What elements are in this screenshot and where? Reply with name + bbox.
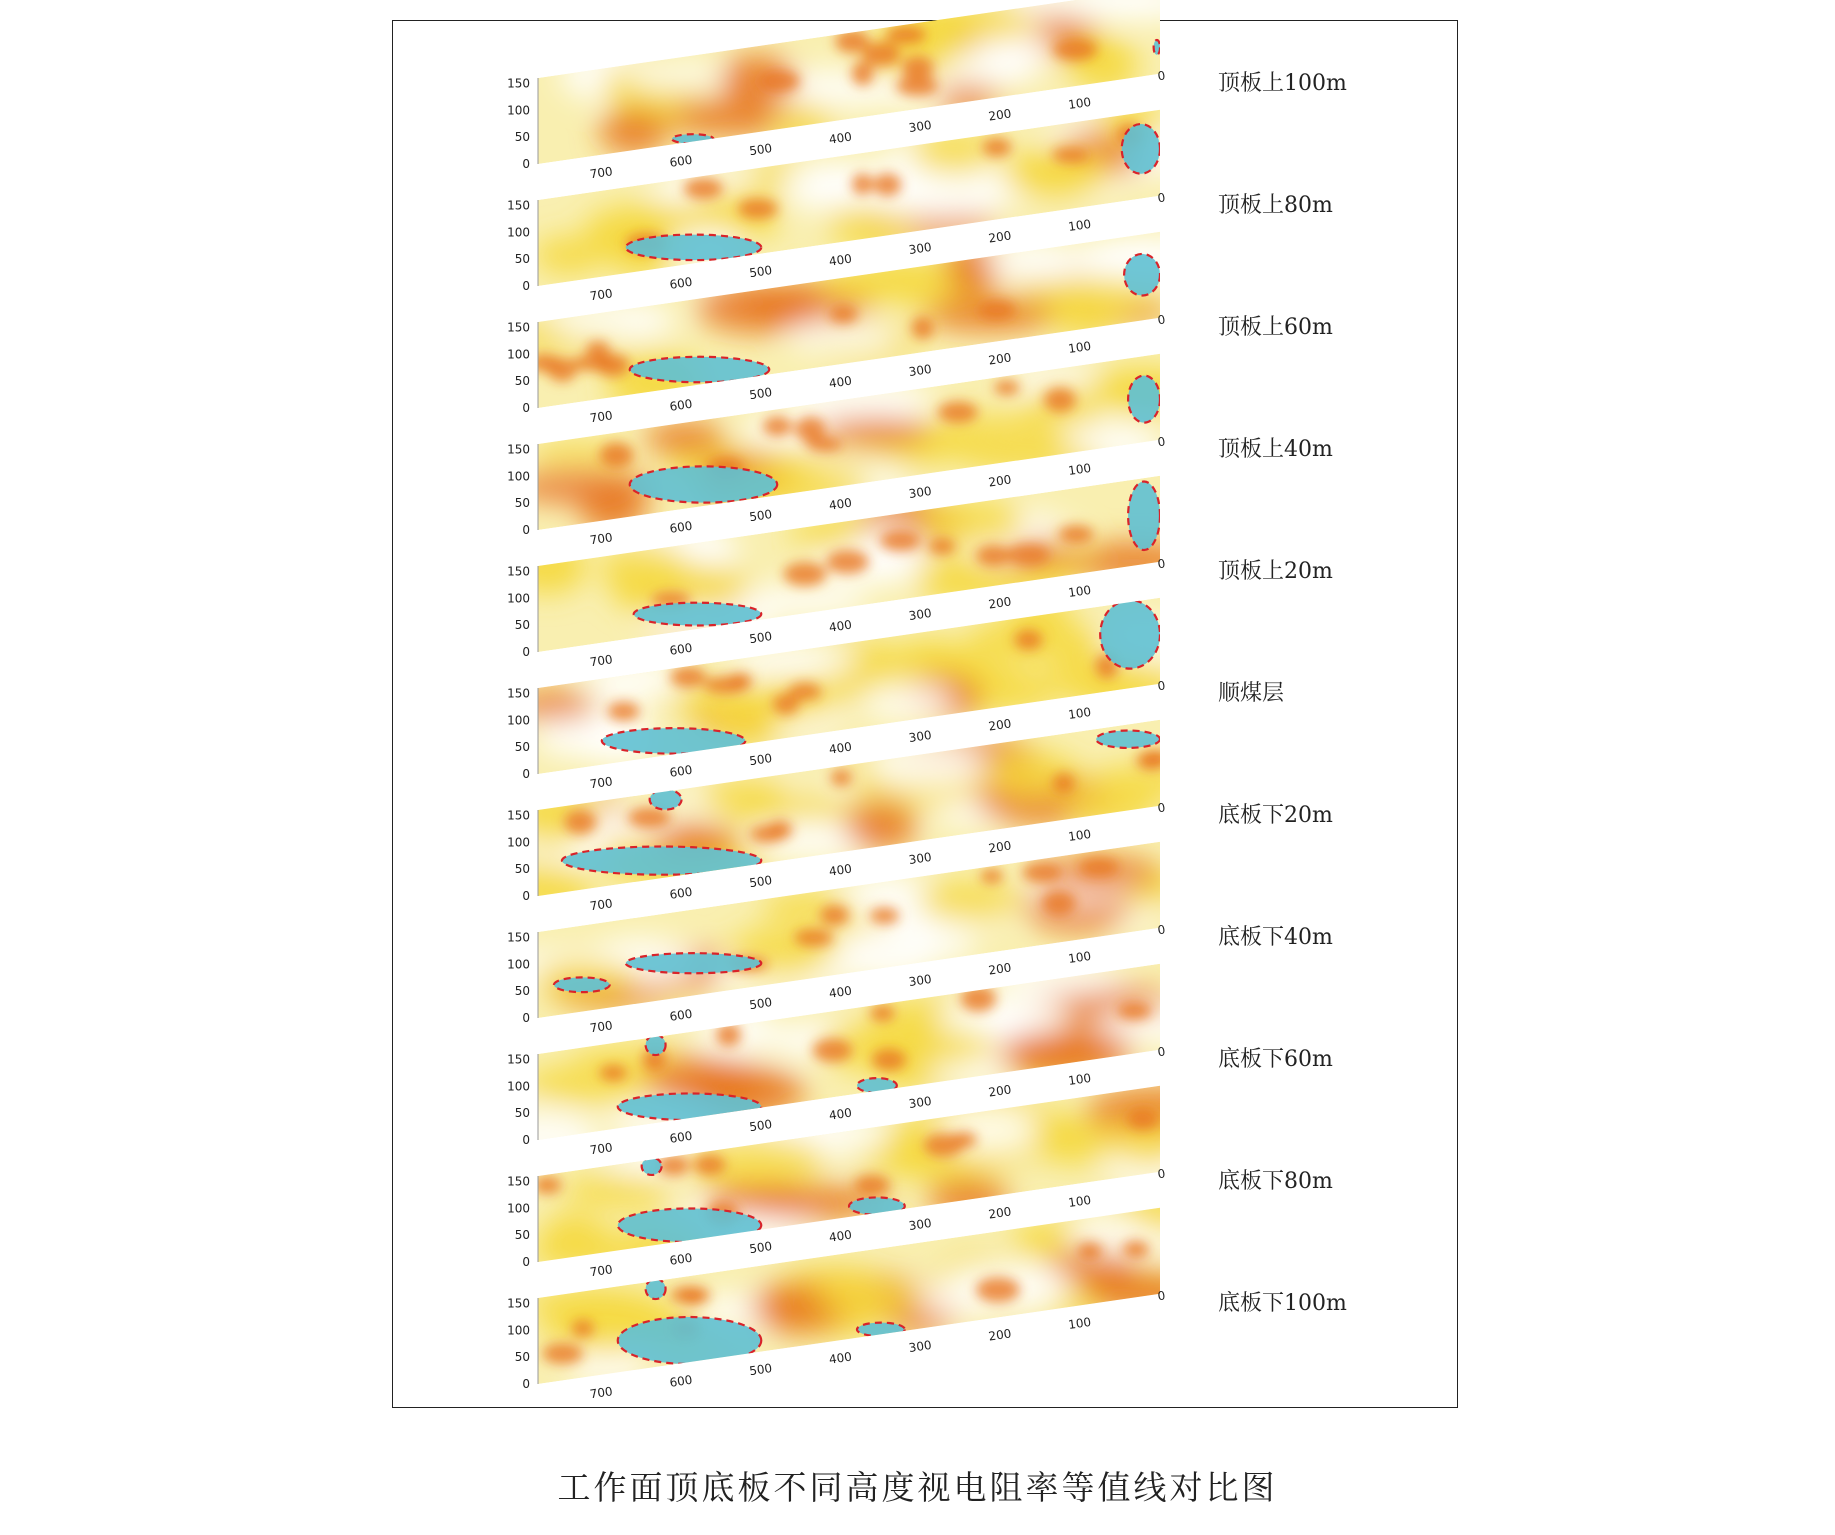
y-tick-label: 150 [507,1174,530,1189]
figure-caption: 工作面顶底板不同高度视电阻率等值线对比图 [557,1468,1278,1507]
x-tick-label: 200 [987,1326,1013,1344]
y-tick-label: 50 [514,618,530,633]
y-tick-label: 0 [522,767,530,781]
x-tick-label: 300 [907,605,933,624]
y-tick-label: 0 [522,889,530,903]
x-tick-label: 100 [1067,94,1093,112]
y-tick-label: 100 [507,103,530,118]
y-tick-label: 100 [507,1323,530,1338]
x-tick-label: 400 [828,861,853,879]
y-tick-label: 150 [507,686,530,701]
x-tick-label: 100 [1067,826,1093,844]
x-tick-label: 500 [748,141,774,159]
panel-label: 底板下60m [1218,1047,1333,1072]
x-tick-label: 600 [668,518,694,536]
x-tick-label: 700 [588,774,614,792]
panel-label: 顶板上20m [1218,559,1333,584]
x-tick-label: 300 [907,971,933,990]
x-tick-label: 400 [828,617,853,635]
x-tick-label: 0 [1156,312,1167,328]
x-tick-label: 300 [907,1215,933,1234]
y-tick-label: 0 [522,1255,530,1269]
x-tick-label: 200 [987,350,1013,368]
y-tick-label: 0 [522,1011,530,1025]
x-tick-label: 300 [907,361,933,380]
y-tick-label: 150 [507,442,530,457]
x-tick-label: 300 [907,1337,933,1356]
panel-label: 底板下100m [1218,1291,1347,1316]
y-tick-label: 50 [514,1228,530,1243]
x-tick-label: 400 [828,251,853,269]
x-tick-label: 300 [907,239,933,258]
y-tick-label: 100 [507,1079,530,1094]
y-tick-label: 150 [507,320,530,335]
panel-label: 顶板上100m [1218,71,1347,96]
x-tick-label: 700 [588,530,614,548]
x-tick-label: 100 [1067,582,1093,600]
y-tick-label: 0 [522,523,530,537]
y-tick-label: 150 [507,198,530,213]
y-tick-label: 100 [507,469,530,484]
panel-label: 顶板上80m [1218,193,1333,218]
x-tick-label: 500 [748,751,774,769]
y-tick-label: 150 [507,1296,530,1311]
x-tick-label: 400 [828,129,853,147]
x-tick-label: 400 [828,373,853,391]
x-tick-label: 200 [987,960,1013,978]
y-tick-label: 100 [507,225,530,240]
y-tick-label: 150 [507,1052,530,1067]
x-tick-label: 0 [1156,1166,1167,1182]
x-tick-label: 500 [748,1117,774,1135]
x-tick-label: 0 [1156,1044,1167,1060]
x-tick-label: 0 [1156,68,1167,84]
x-tick-label: 100 [1067,460,1093,478]
y-tick-label: 100 [507,713,530,728]
panel-label: 顶板上60m [1218,315,1333,340]
y-tick-label: 0 [522,279,530,293]
x-tick-label: 700 [588,1262,614,1280]
x-tick-label: 700 [588,1018,614,1036]
x-tick-label: 200 [987,228,1013,246]
x-tick-label: 400 [828,1227,853,1245]
x-tick-label: 300 [907,727,933,746]
x-tick-label: 600 [668,884,694,902]
x-tick-label: 300 [907,483,933,502]
y-tick-label: 50 [514,740,530,755]
anomaly-zone [626,235,762,261]
x-tick-label: 600 [668,640,694,658]
x-tick-label: 100 [1067,1192,1093,1210]
x-tick-label: 500 [748,629,774,647]
x-tick-label: 300 [907,1093,933,1112]
x-tick-label: 100 [1067,704,1093,722]
x-tick-label: 100 [1067,1314,1093,1332]
x-tick-label: 500 [748,873,774,891]
y-tick-label: 100 [507,835,530,850]
x-tick-label: 700 [588,164,614,182]
x-tick-label: 100 [1067,1070,1093,1088]
x-tick-label: 700 [588,1140,614,1158]
x-tick-label: 600 [668,762,694,780]
x-tick-label: 0 [1156,678,1167,694]
x-tick-label: 400 [828,1349,853,1367]
panel-label: 底板下80m [1218,1169,1333,1194]
y-tick-label: 50 [514,252,530,267]
x-tick-label: 400 [828,495,853,513]
x-tick-label: 600 [668,396,694,414]
y-tick-label: 150 [507,930,530,945]
y-tick-label: 150 [507,564,530,579]
x-tick-label: 700 [588,408,614,426]
x-tick-label: 600 [668,1250,694,1268]
x-tick-label: 100 [1067,338,1093,356]
x-tick-label: 100 [1067,216,1093,234]
y-tick-label: 150 [507,76,530,91]
y-tick-label: 50 [514,862,530,877]
x-tick-label: 0 [1156,190,1167,206]
x-tick-label: 0 [1156,556,1167,572]
x-tick-label: 100 [1067,948,1093,966]
x-tick-label: 700 [588,286,614,304]
x-tick-label: 600 [668,274,694,292]
x-tick-label: 200 [987,106,1013,124]
y-tick-label: 50 [514,984,530,999]
y-tick-label: 0 [522,1377,530,1391]
y-tick-label: 50 [514,1106,530,1121]
y-tick-label: 0 [522,401,530,415]
y-tick-label: 50 [514,1350,530,1365]
y-tick-label: 0 [522,1133,530,1147]
y-tick-label: 100 [507,591,530,606]
x-tick-label: 600 [668,1006,694,1024]
panel-label: 顶板上40m [1218,437,1333,462]
y-tick-label: 50 [514,374,530,389]
x-tick-label: 200 [987,1204,1013,1222]
x-tick-label: 0 [1156,800,1167,816]
x-tick-label: 300 [907,117,933,136]
panel-label: 顺煤层 [1218,681,1285,706]
x-tick-label: 500 [748,263,774,281]
x-tick-label: 200 [987,716,1013,734]
x-tick-label: 200 [987,594,1013,612]
x-tick-label: 500 [748,1361,774,1379]
x-tick-label: 400 [828,983,853,1001]
x-tick-label: 500 [748,385,774,403]
x-tick-label: 400 [828,739,853,757]
y-tick-label: 100 [507,1201,530,1216]
x-tick-label: 600 [668,152,694,170]
x-tick-label: 700 [588,652,614,670]
y-tick-label: 100 [507,957,530,972]
x-tick-label: 700 [588,896,614,914]
x-tick-label: 200 [987,838,1013,856]
y-tick-label: 150 [507,808,530,823]
x-tick-label: 300 [907,849,933,868]
x-tick-label: 600 [668,1128,694,1146]
x-tick-label: 0 [1156,434,1167,450]
y-tick-label: 100 [507,347,530,362]
x-tick-label: 600 [668,1372,694,1390]
panel-label: 底板下20m [1218,803,1333,828]
x-tick-label: 500 [748,1239,774,1257]
y-tick-label: 50 [514,496,530,511]
x-tick-label: 0 [1156,1288,1167,1304]
x-tick-label: 700 [588,1384,614,1402]
x-tick-label: 200 [987,1082,1013,1100]
x-tick-label: 500 [748,507,774,525]
y-tick-label: 0 [522,157,530,171]
x-tick-label: 200 [987,472,1013,490]
y-tick-label: 0 [522,645,530,659]
x-tick-label: 0 [1156,922,1167,938]
panel-label: 底板下40m [1218,925,1333,950]
y-tick-label: 50 [514,130,530,145]
x-tick-label: 400 [828,1105,853,1123]
x-tick-label: 500 [748,995,774,1013]
